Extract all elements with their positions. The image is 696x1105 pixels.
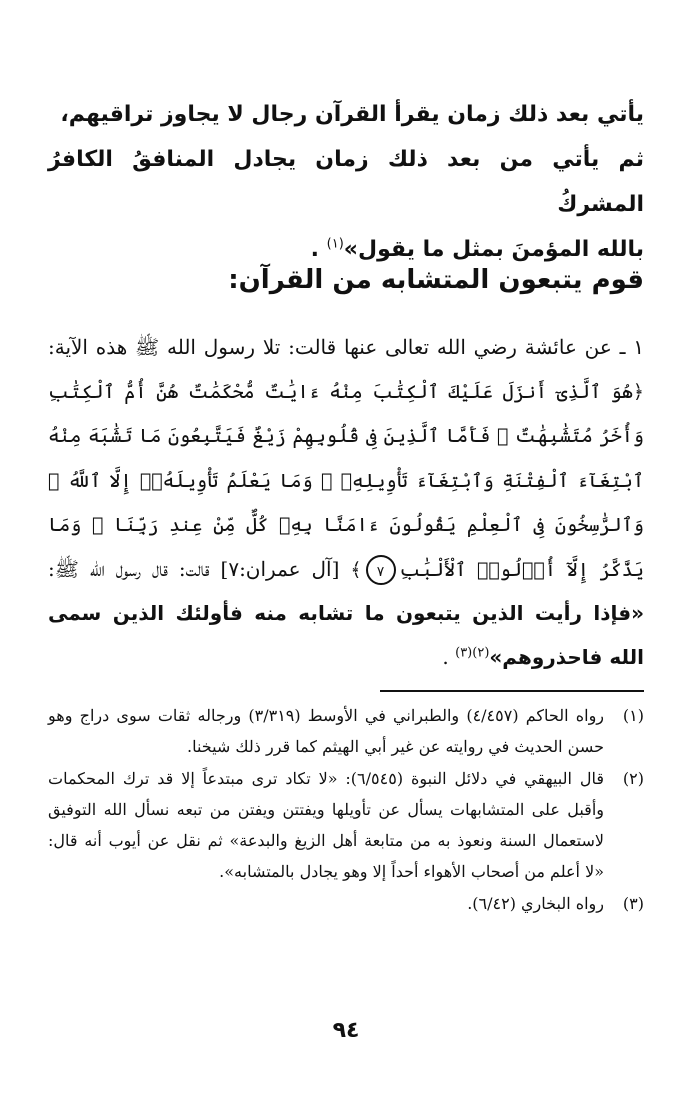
footnotes <box>48 700 644 920</box>
footnote-text: رواه البخاري (٦/٤٢). <box>467 894 604 913</box>
footnote-text: رواه الحاكم (٤/٤٥٧) والطبراني في الأوسط (٣/٣١٩) ورجاله ثقات سوى دراج وهو حسن الحديث في روايته عن غير أبي الهيثم كما قرر ذلك شيخنا. <box>48 706 605 756</box>
prophet-quote: «فإذا رأيت الذين يتبعون ما تشابه منه فأولئك الذين سمى الله فاحذروهم» <box>48 601 644 669</box>
section-heading: قوم يتبعون المتشابه من القرآن: <box>228 265 644 295</box>
footnote-item <box>48 700 644 762</box>
verse-citation: [آل عمران:٧] قالت: قال رسول الله ﷺ: <box>48 556 351 581</box>
footnote-number: (١) <box>622 706 644 725</box>
intro-paragraph <box>48 92 644 272</box>
hadith-end: . <box>442 644 449 669</box>
hadith-paragraph <box>48 326 644 679</box>
intro-line-1: يأتي بعد ذلك زمان يقرأ القرآن رجال لا يجاوز تراقيهم، <box>60 102 644 127</box>
footnote-text: قال البيهقي في دلائل النبوة (٦/٥٤٥): «لا تكاد ترى مبتدعاً إلا قد ترك المحكمات وأقبل على المتشابهات يسأل عن تأويلها ويفتتن ويفتن من تبعه نسأل الله التوفيق لاستعمال السنة ونعوذ به من متابعة أهل الزيغ والبدعة» ثم نقل عن أيوب أنه قال: «لا أعلم من أصحاب الأهواء أحداً إلا وهو يجادل بالمتشابه». <box>48 769 605 881</box>
intro-line-2: ثم يأتي من بعد ذلك زمان يجادل المنافقُ الكافرُ المشركُ <box>48 147 644 217</box>
ayah-number-mark: ٧ <box>366 555 396 585</box>
footnote-number: (٢) <box>622 769 644 788</box>
quran-verse: ﴿هُوَ ٱلَّذِىٓ أَنزَلَ عَلَيْكَ ٱلْكِتَٰبَ مِنْهُ ءَايَٰتٌ مُّحْكَمَٰتٌ هُنَّ أُمُّ ٱلْكِتَٰبِ وَأُخَرُ مُتَشَٰبِهَٰتٌ ۖ فَأَمَّا ٱلَّذِينَ فِى قُلُوبِهِمْ زَيْغٌ فَيَتَّبِعُونَ مَا تَشَٰبَهَ مِنْهُ ٱبْتِغَآءَ ٱلْفِتْنَةِ وَٱبْتِغَآءَ تَأْوِيلِهِۦ ۗ وَمَا يَعْلَمُ تَأْوِيلَهُۥٓ إِلَّا ٱللَّهُ ۗ وَٱلرَّٰسِخُونَ فِى ٱلْعِلْمِ يَقُولُونَ ءَامَنَّا بِهِۦ كُلٌّ مِّنْ عِندِ رَبِّنَا ۗ وَمَا يَذَّكَّرُ إِلَّآ أُو۟لُوا۟ ٱلْأَلْبَٰبِ <box>48 380 645 581</box>
intro-line-3-end: . <box>310 237 319 262</box>
book-page <box>48 0 644 1105</box>
footnote-refs-2-3[interactable]: (٢)(٣) <box>455 644 490 660</box>
footnote-item <box>48 763 644 887</box>
footnote-item <box>48 888 644 919</box>
footnote-number: (٣) <box>622 894 644 913</box>
footnote-ref-1[interactable]: (١) <box>326 236 344 252</box>
quran-verse-close: ﴾ <box>350 558 362 581</box>
footnote-divider <box>380 690 644 692</box>
intro-line-3-text: بالله المؤمنَ بمثل ما يقول» <box>343 237 644 262</box>
hadith-opening: ١ ـ عن عائشة رضي الله تعالى عنها قالت: تلا رسول الله ﷺ هذه الآية: <box>48 335 644 359</box>
page-number: ٩٤ <box>332 1018 360 1043</box>
